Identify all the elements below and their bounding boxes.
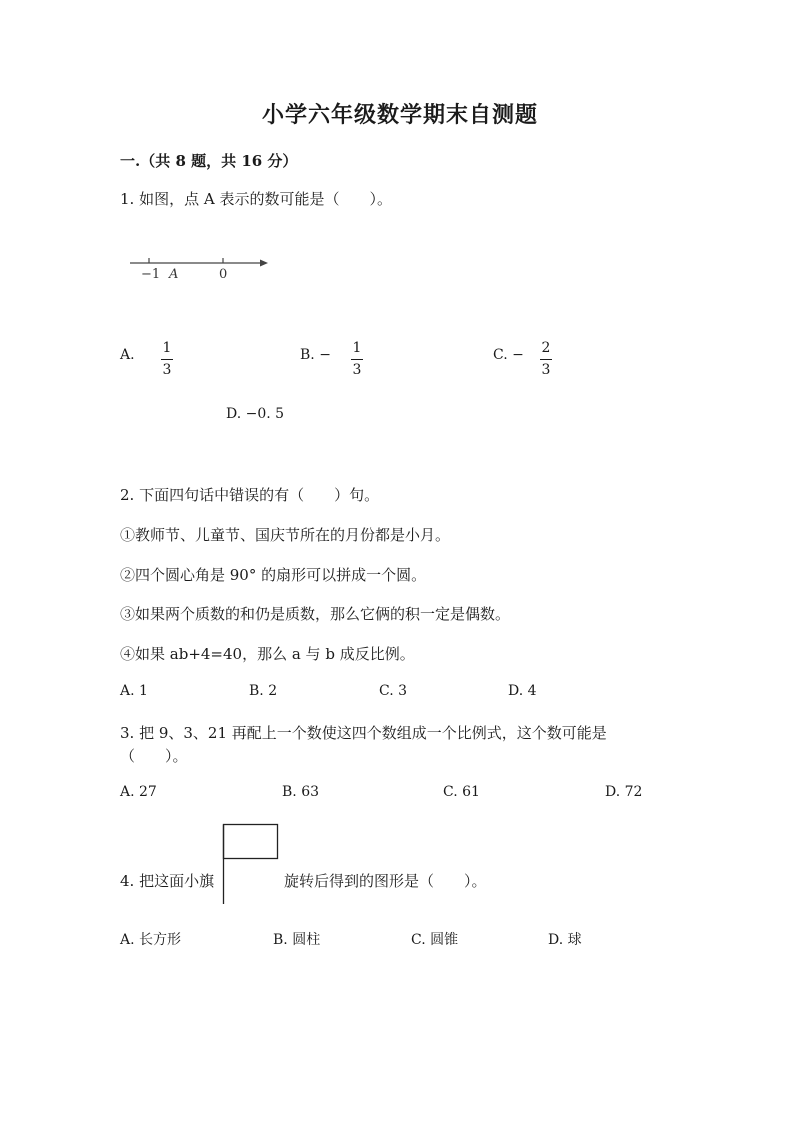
q2-option-c[interactable]: C. 3 xyxy=(379,683,408,699)
q1-option-a-fraction xyxy=(161,340,173,379)
fraction-bar xyxy=(540,359,552,360)
q1-option-c[interactable]: C. − xyxy=(493,347,524,363)
fraction-bar xyxy=(161,359,173,360)
q1-option-d[interactable]: D. −0. 5 xyxy=(226,406,285,422)
number-line-figure xyxy=(125,252,275,284)
denominator: 3 xyxy=(352,362,362,378)
q2-statement-3: ③如果两个质数的和仍是质数，那么它俩的积一定是偶数。 xyxy=(120,605,511,623)
q2-statement-4: ④如果 ab+4=40，那么 a 与 b 成反比例。 xyxy=(120,645,415,663)
q3-stem-line1: 3. 把 9、3、21 再配上一个数使这四个数组成一个比例式，这个数可能是 xyxy=(120,724,607,742)
numerator: 1 xyxy=(352,340,362,356)
label-neg1: −1 xyxy=(141,267,161,282)
label-0: 0 xyxy=(219,267,228,282)
q2-option-d[interactable]: D. 4 xyxy=(508,683,537,699)
q3-option-a[interactable]: A. 27 xyxy=(120,784,157,800)
q4-stem-suffix: 旋转后得到的图形是（ ）。 xyxy=(284,872,487,890)
number-line-arrow xyxy=(260,260,268,267)
denominator: 3 xyxy=(162,362,172,378)
q1-option-a[interactable]: A. xyxy=(120,347,135,363)
q3-option-d[interactable]: D. 72 xyxy=(605,784,643,800)
q2-statement-1: ①教师节、儿童节、国庆节所在的月份都是小月。 xyxy=(120,526,451,544)
q2-option-a[interactable]: A. 1 xyxy=(120,683,148,699)
q3-option-b[interactable]: B. 63 xyxy=(282,784,320,800)
flag-rectangle xyxy=(224,825,278,859)
q4-option-d[interactable]: D. 球 xyxy=(548,932,582,948)
flag-figure xyxy=(219,823,281,905)
q1-option-b-fraction xyxy=(351,340,363,379)
numerator: 1 xyxy=(162,340,172,356)
q2-option-b[interactable]: B. 2 xyxy=(249,683,278,699)
q4-option-a[interactable]: A. 长方形 xyxy=(120,932,182,948)
denominator: 3 xyxy=(541,362,551,378)
q1-stem: 1. 如图，点 A 表示的数可能是（ ）。 xyxy=(120,190,392,208)
section-heading: 一.（共 8 题，共 16 分） xyxy=(120,152,298,170)
q2-stem: 2. 下面四句话中错误的有（ ）句。 xyxy=(120,486,380,504)
label-A: A xyxy=(169,267,179,282)
q4-option-c[interactable]: C. 圆锥 xyxy=(411,932,459,948)
fraction-bar xyxy=(351,359,363,360)
q4-option-b[interactable]: B. 圆柱 xyxy=(273,932,321,948)
q4-stem-prefix: 4. 把这面小旗 xyxy=(120,872,215,890)
q1-option-c-fraction xyxy=(540,340,552,379)
q3-option-c[interactable]: C. 61 xyxy=(443,784,480,800)
q1-option-b[interactable]: B. − xyxy=(300,347,331,363)
numerator: 2 xyxy=(541,340,551,356)
q2-statement-2: ②四个圆心角是 90° 的扇形可以拼成一个圆。 xyxy=(120,566,427,584)
q3-stem-line2: （ ）。 xyxy=(120,747,188,765)
page-title: 小学六年级数学期末自测题 xyxy=(261,102,538,128)
